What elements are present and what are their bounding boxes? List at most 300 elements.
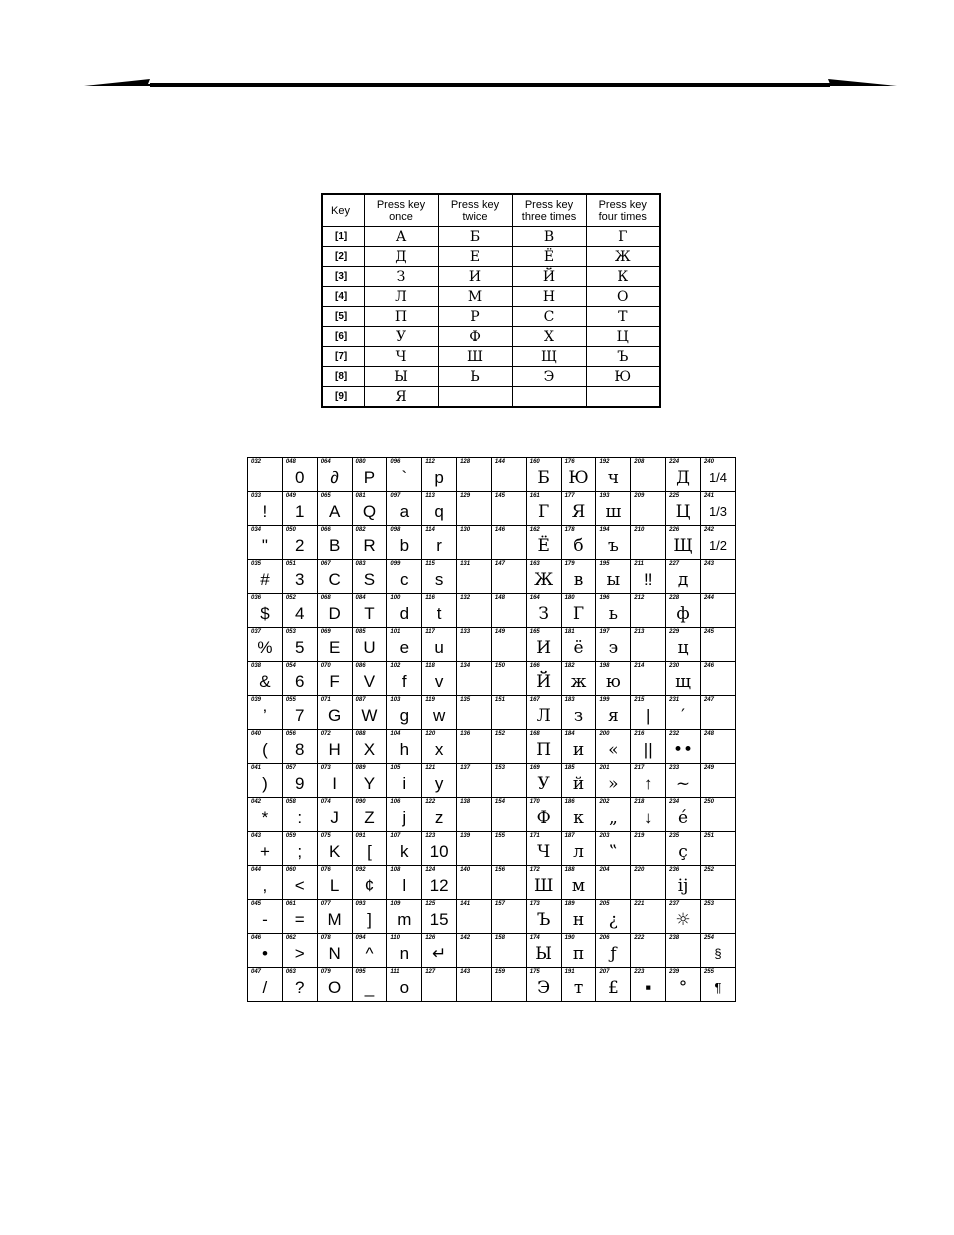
char-code: 134 bbox=[460, 663, 471, 669]
char-glyph: e bbox=[399, 638, 410, 657]
char-code: 104 bbox=[390, 731, 401, 737]
header-twice bbox=[438, 194, 512, 227]
char-cell bbox=[422, 934, 457, 968]
char-cell bbox=[700, 798, 735, 832]
char-code: 044 bbox=[251, 867, 262, 873]
char-cell bbox=[666, 628, 701, 662]
char-cell bbox=[700, 866, 735, 900]
char-cell bbox=[248, 560, 283, 594]
char-cell bbox=[282, 594, 317, 628]
char-code: 255 bbox=[703, 969, 714, 975]
letter-cell: Ъ bbox=[586, 347, 660, 367]
char-cell bbox=[561, 492, 596, 526]
char-cell bbox=[700, 458, 735, 492]
char-code: 099 bbox=[390, 561, 401, 567]
char-glyph: G bbox=[327, 706, 342, 725]
char-cell bbox=[526, 458, 561, 492]
char-cell bbox=[491, 866, 526, 900]
char-cell bbox=[317, 798, 352, 832]
char-glyph: ю bbox=[605, 672, 621, 692]
char-cell bbox=[282, 560, 317, 594]
header-once bbox=[364, 194, 438, 227]
char-cell bbox=[387, 832, 422, 866]
char-glyph: Б bbox=[537, 468, 550, 488]
char-glyph: ( bbox=[262, 740, 268, 759]
char-code: 143 bbox=[460, 969, 471, 975]
char-code: 035 bbox=[251, 561, 262, 567]
char-code: 162 bbox=[529, 527, 540, 533]
char-cell bbox=[352, 866, 387, 900]
char-glyph: Э bbox=[537, 978, 551, 998]
char-glyph: i bbox=[402, 774, 407, 793]
char-cell bbox=[352, 764, 387, 798]
char-glyph: ° bbox=[678, 978, 688, 998]
char-glyph: » bbox=[608, 774, 619, 794]
char-cell bbox=[666, 492, 701, 526]
char-code: 094 bbox=[355, 935, 366, 941]
char-code: 245 bbox=[703, 629, 714, 635]
char-code: 085 bbox=[355, 629, 366, 635]
char-code: 109 bbox=[390, 901, 401, 907]
char-glyph: Ш bbox=[533, 876, 554, 896]
char-glyph: ij bbox=[677, 876, 689, 896]
char-code: 209 bbox=[634, 493, 645, 499]
char-cell bbox=[596, 458, 631, 492]
char-glyph: б bbox=[573, 536, 584, 556]
char-cell bbox=[491, 764, 526, 798]
char-glyph: $ bbox=[260, 604, 270, 623]
char-glyph: q bbox=[434, 502, 444, 521]
header-once-label: Press key once bbox=[376, 198, 426, 223]
char-code: 229 bbox=[669, 629, 680, 635]
char-code: 058 bbox=[285, 799, 296, 805]
char-code: 120 bbox=[425, 731, 436, 737]
char-code: 102 bbox=[390, 663, 401, 669]
char-cell bbox=[561, 526, 596, 560]
char-code: 121 bbox=[425, 765, 436, 771]
char-code: 219 bbox=[634, 833, 645, 839]
char-cell bbox=[491, 526, 526, 560]
char-code: 070 bbox=[320, 663, 331, 669]
char-cell bbox=[248, 832, 283, 866]
char-code: 235 bbox=[669, 833, 680, 839]
char-cell bbox=[700, 696, 735, 730]
key-table-row bbox=[322, 327, 660, 347]
char-cell bbox=[317, 560, 352, 594]
char-code: 048 bbox=[285, 459, 296, 465]
char-code: 248 bbox=[703, 731, 714, 737]
char-glyph: 3 bbox=[295, 570, 305, 589]
char-cell bbox=[387, 730, 422, 764]
char-cell bbox=[248, 662, 283, 696]
char-cell bbox=[422, 798, 457, 832]
char-glyph: Z bbox=[364, 808, 375, 827]
char-glyph: M bbox=[327, 910, 342, 929]
char-cell bbox=[317, 968, 352, 1002]
char-glyph: ~ bbox=[675, 774, 691, 794]
chart-row bbox=[248, 526, 736, 560]
letter-cell bbox=[438, 387, 512, 408]
char-cell bbox=[387, 798, 422, 832]
char-cell bbox=[700, 730, 735, 764]
char-glyph: ′ bbox=[681, 706, 685, 726]
char-code: 053 bbox=[285, 629, 296, 635]
key-table-row bbox=[322, 287, 660, 307]
chart-row bbox=[248, 798, 736, 832]
char-cell bbox=[491, 628, 526, 662]
char-cell bbox=[526, 832, 561, 866]
char-cell bbox=[561, 628, 596, 662]
char-code: 242 bbox=[703, 527, 714, 533]
char-code: 114 bbox=[425, 527, 435, 533]
char-glyph: Й bbox=[536, 672, 552, 692]
letter-cell: М bbox=[438, 287, 512, 307]
char-code: 113 bbox=[425, 493, 435, 499]
char-glyph: Л bbox=[536, 706, 551, 726]
char-glyph: " bbox=[261, 536, 268, 555]
char-cell bbox=[700, 934, 735, 968]
chart-row bbox=[248, 866, 736, 900]
char-code: 042 bbox=[251, 799, 262, 805]
chart-row bbox=[248, 900, 736, 934]
char-glyph: § bbox=[714, 946, 722, 961]
char-code: 087 bbox=[355, 697, 366, 703]
char-cell bbox=[596, 662, 631, 696]
letter-cell: И bbox=[438, 267, 512, 287]
char-code: 212 bbox=[634, 595, 645, 601]
char-code: 063 bbox=[285, 969, 296, 975]
char-cell bbox=[387, 662, 422, 696]
char-code: 090 bbox=[355, 799, 366, 805]
char-glyph: ш bbox=[605, 502, 622, 522]
char-glyph: ] bbox=[367, 910, 372, 929]
letter-cell: Ё bbox=[512, 247, 586, 267]
char-cell bbox=[248, 968, 283, 1002]
char-code: 159 bbox=[494, 969, 505, 975]
char-cell bbox=[700, 764, 735, 798]
letter-cell: Б bbox=[438, 227, 512, 247]
char-code: 141 bbox=[460, 901, 471, 907]
char-code: 061 bbox=[285, 901, 296, 907]
chart-row bbox=[248, 696, 736, 730]
char-code: 206 bbox=[599, 935, 610, 941]
char-glyph: j bbox=[402, 808, 407, 827]
char-code: 078 bbox=[320, 935, 331, 941]
char-cell bbox=[666, 560, 701, 594]
char-glyph: || bbox=[643, 740, 653, 759]
char-cell bbox=[248, 900, 283, 934]
char-cell bbox=[317, 526, 352, 560]
char-cell bbox=[282, 832, 317, 866]
key-table bbox=[321, 193, 661, 408]
char-code: 093 bbox=[355, 901, 366, 907]
char-glyph: п bbox=[572, 944, 585, 964]
char-glyph: ? bbox=[295, 978, 305, 997]
char-code: 047 bbox=[251, 969, 262, 975]
char-cell bbox=[317, 764, 352, 798]
char-cell bbox=[422, 458, 457, 492]
char-glyph: ↵ bbox=[432, 944, 447, 963]
char-glyph: ` bbox=[401, 468, 408, 487]
char-code: 111 bbox=[390, 969, 400, 975]
char-cell bbox=[282, 900, 317, 934]
char-cell bbox=[526, 560, 561, 594]
char-code: 052 bbox=[285, 595, 296, 601]
char-cell bbox=[631, 900, 666, 934]
char-cell bbox=[526, 798, 561, 832]
chart-row bbox=[248, 832, 736, 866]
char-cell bbox=[700, 900, 735, 934]
char-code: 170 bbox=[529, 799, 540, 805]
letter-cell: Р bbox=[438, 307, 512, 327]
char-cell bbox=[248, 798, 283, 832]
header-three-times bbox=[512, 194, 586, 227]
char-code: 198 bbox=[599, 663, 610, 669]
char-glyph: • bbox=[261, 944, 268, 963]
char-glyph: „ bbox=[608, 808, 618, 828]
char-code: 246 bbox=[703, 663, 714, 669]
char-glyph: Я bbox=[571, 502, 586, 522]
char-glyph: Ф bbox=[536, 808, 551, 828]
letter-cell: Я bbox=[364, 387, 438, 408]
char-cell bbox=[700, 832, 735, 866]
char-code: 062 bbox=[285, 935, 296, 941]
char-cell bbox=[561, 696, 596, 730]
char-cell bbox=[422, 764, 457, 798]
char-cell bbox=[631, 458, 666, 492]
char-cell bbox=[631, 764, 666, 798]
char-code: 110 bbox=[390, 935, 400, 941]
chart-row bbox=[248, 458, 736, 492]
char-glyph: P bbox=[363, 468, 376, 487]
char-code: 218 bbox=[634, 799, 645, 805]
char-code: 142 bbox=[460, 935, 471, 941]
char-cell bbox=[457, 696, 492, 730]
char-glyph: л bbox=[573, 842, 584, 862]
char-cell bbox=[282, 798, 317, 832]
key-label: [8] bbox=[322, 367, 364, 387]
char-glyph: C bbox=[328, 570, 341, 589]
char-code: 092 bbox=[355, 867, 366, 873]
char-glyph: n bbox=[399, 944, 410, 963]
chart-row bbox=[248, 764, 736, 798]
char-cell bbox=[352, 968, 387, 1002]
char-glyph: w bbox=[433, 706, 446, 725]
char-code: 128 bbox=[460, 459, 471, 465]
char-code: 214 bbox=[634, 663, 645, 669]
char-glyph: « bbox=[608, 740, 619, 760]
char-code: 239 bbox=[669, 969, 680, 975]
char-cell bbox=[352, 628, 387, 662]
char-glyph: ) bbox=[262, 774, 268, 793]
char-cell bbox=[596, 560, 631, 594]
char-cell bbox=[282, 628, 317, 662]
char-cell bbox=[317, 628, 352, 662]
char-glyph: I bbox=[332, 774, 337, 793]
char-code: 253 bbox=[703, 901, 714, 907]
char-code: 131 bbox=[460, 561, 471, 567]
key-label: [1] bbox=[322, 227, 364, 247]
letter-cell: Й bbox=[512, 267, 586, 287]
char-code: 117 bbox=[425, 629, 435, 635]
char-code: 054 bbox=[285, 663, 296, 669]
char-cell bbox=[631, 560, 666, 594]
char-code: 139 bbox=[460, 833, 471, 839]
char-glyph: * bbox=[261, 808, 269, 827]
char-glyph: d bbox=[399, 604, 410, 623]
chart-row bbox=[248, 594, 736, 628]
char-code: 241 bbox=[703, 493, 714, 499]
char-cell bbox=[422, 832, 457, 866]
char-glyph: Ц bbox=[675, 502, 691, 522]
char-cell bbox=[526, 628, 561, 662]
char-cell bbox=[317, 492, 352, 526]
letter-cell: Ь bbox=[438, 367, 512, 387]
char-code: 215 bbox=[634, 697, 645, 703]
char-cell bbox=[491, 968, 526, 1002]
char-cell bbox=[352, 594, 387, 628]
char-code: 171 bbox=[529, 833, 540, 839]
char-cell bbox=[387, 900, 422, 934]
char-code: 228 bbox=[669, 595, 680, 601]
char-code: 032 bbox=[251, 459, 262, 465]
char-code: 232 bbox=[669, 731, 680, 737]
char-glyph: / bbox=[262, 978, 268, 997]
char-code: 146 bbox=[494, 527, 505, 533]
char-glyph: Q bbox=[362, 502, 377, 521]
char-code: 158 bbox=[494, 935, 505, 941]
char-code: 166 bbox=[529, 663, 540, 669]
char-glyph: = bbox=[294, 910, 305, 929]
char-glyph: F bbox=[329, 672, 340, 691]
char-code: 211 bbox=[634, 561, 644, 567]
char-code: 075 bbox=[320, 833, 331, 839]
char-cell bbox=[387, 628, 422, 662]
key-table-row bbox=[322, 347, 660, 367]
char-cell bbox=[700, 968, 735, 1002]
char-code: 190 bbox=[564, 935, 575, 941]
char-code: 057 bbox=[285, 765, 296, 771]
char-code: 147 bbox=[494, 561, 505, 567]
char-cell bbox=[666, 764, 701, 798]
char-glyph: W bbox=[361, 706, 378, 725]
char-cell bbox=[596, 696, 631, 730]
char-glyph: + bbox=[259, 842, 270, 861]
letter-cell: Ж bbox=[586, 247, 660, 267]
char-cell bbox=[561, 934, 596, 968]
char-cell bbox=[561, 832, 596, 866]
char-code: 056 bbox=[285, 731, 296, 737]
char-cell bbox=[561, 900, 596, 934]
letter-cell: Ю bbox=[586, 367, 660, 387]
char-cell bbox=[248, 696, 283, 730]
char-cell bbox=[457, 764, 492, 798]
char-glyph: f bbox=[401, 672, 407, 691]
char-cell bbox=[387, 458, 422, 492]
char-code: 213 bbox=[634, 629, 645, 635]
char-glyph: 0 bbox=[295, 468, 305, 487]
char-glyph: я bbox=[607, 706, 619, 726]
char-code: 173 bbox=[529, 901, 540, 907]
char-code: 130 bbox=[460, 527, 471, 533]
char-code: 100 bbox=[390, 595, 401, 601]
letter-cell: Ч bbox=[364, 347, 438, 367]
char-code: 037 bbox=[251, 629, 262, 635]
char-code: 103 bbox=[390, 697, 401, 703]
char-glyph: D bbox=[328, 604, 341, 623]
char-glyph: 15 bbox=[429, 910, 449, 929]
char-code: 073 bbox=[320, 765, 331, 771]
char-code: 080 bbox=[355, 459, 366, 465]
char-code: 072 bbox=[320, 731, 331, 737]
char-glyph: # bbox=[260, 570, 270, 589]
char-glyph: •• bbox=[673, 740, 694, 760]
char-glyph: B bbox=[328, 536, 341, 555]
char-cell bbox=[491, 900, 526, 934]
char-code: 036 bbox=[251, 595, 262, 601]
char-code: 177 bbox=[564, 493, 575, 499]
char-glyph: c bbox=[400, 570, 409, 589]
char-code: 079 bbox=[320, 969, 331, 975]
key-table-header-row bbox=[322, 194, 660, 227]
char-code: 236 bbox=[669, 867, 680, 873]
char-glyph: l bbox=[402, 876, 407, 895]
char-glyph: > bbox=[294, 944, 305, 963]
letter-cell: С bbox=[512, 307, 586, 327]
char-cell bbox=[631, 662, 666, 696]
char-cell bbox=[387, 594, 422, 628]
char-cell bbox=[387, 696, 422, 730]
char-glyph: b bbox=[399, 536, 410, 555]
char-glyph: ф bbox=[676, 604, 690, 624]
character-chart-body bbox=[248, 458, 736, 1002]
letter-cell: Д bbox=[364, 247, 438, 267]
char-cell bbox=[352, 492, 387, 526]
char-code: 182 bbox=[564, 663, 575, 669]
letter-cell: Ф bbox=[438, 327, 512, 347]
char-cell bbox=[666, 900, 701, 934]
char-glyph: Y bbox=[363, 774, 376, 793]
char-glyph: ^ bbox=[365, 944, 374, 963]
char-glyph: Ж bbox=[534, 570, 554, 590]
char-code: 145 bbox=[494, 493, 505, 499]
char-glyph: | bbox=[645, 706, 651, 725]
char-cell bbox=[352, 560, 387, 594]
char-glyph: t bbox=[436, 604, 442, 623]
char-code: 203 bbox=[599, 833, 610, 839]
char-cell bbox=[666, 968, 701, 1002]
letter-cell bbox=[512, 387, 586, 408]
char-cell bbox=[561, 866, 596, 900]
char-code: 129 bbox=[460, 493, 471, 499]
char-code: 199 bbox=[599, 697, 610, 703]
char-code: 227 bbox=[669, 561, 680, 567]
char-cell bbox=[700, 662, 735, 696]
char-cell bbox=[526, 866, 561, 900]
char-cell bbox=[422, 492, 457, 526]
char-cell bbox=[561, 968, 596, 1002]
char-code: 155 bbox=[494, 833, 505, 839]
chart-row bbox=[248, 662, 736, 696]
char-code: 040 bbox=[251, 731, 262, 737]
char-glyph: ц bbox=[677, 638, 689, 658]
char-glyph: u bbox=[434, 638, 444, 657]
char-code: 098 bbox=[390, 527, 401, 533]
letter-cell: Ш bbox=[438, 347, 512, 367]
char-glyph: S bbox=[363, 570, 376, 589]
header-three-label: Press key three times bbox=[521, 198, 577, 223]
char-code: 082 bbox=[355, 527, 366, 533]
